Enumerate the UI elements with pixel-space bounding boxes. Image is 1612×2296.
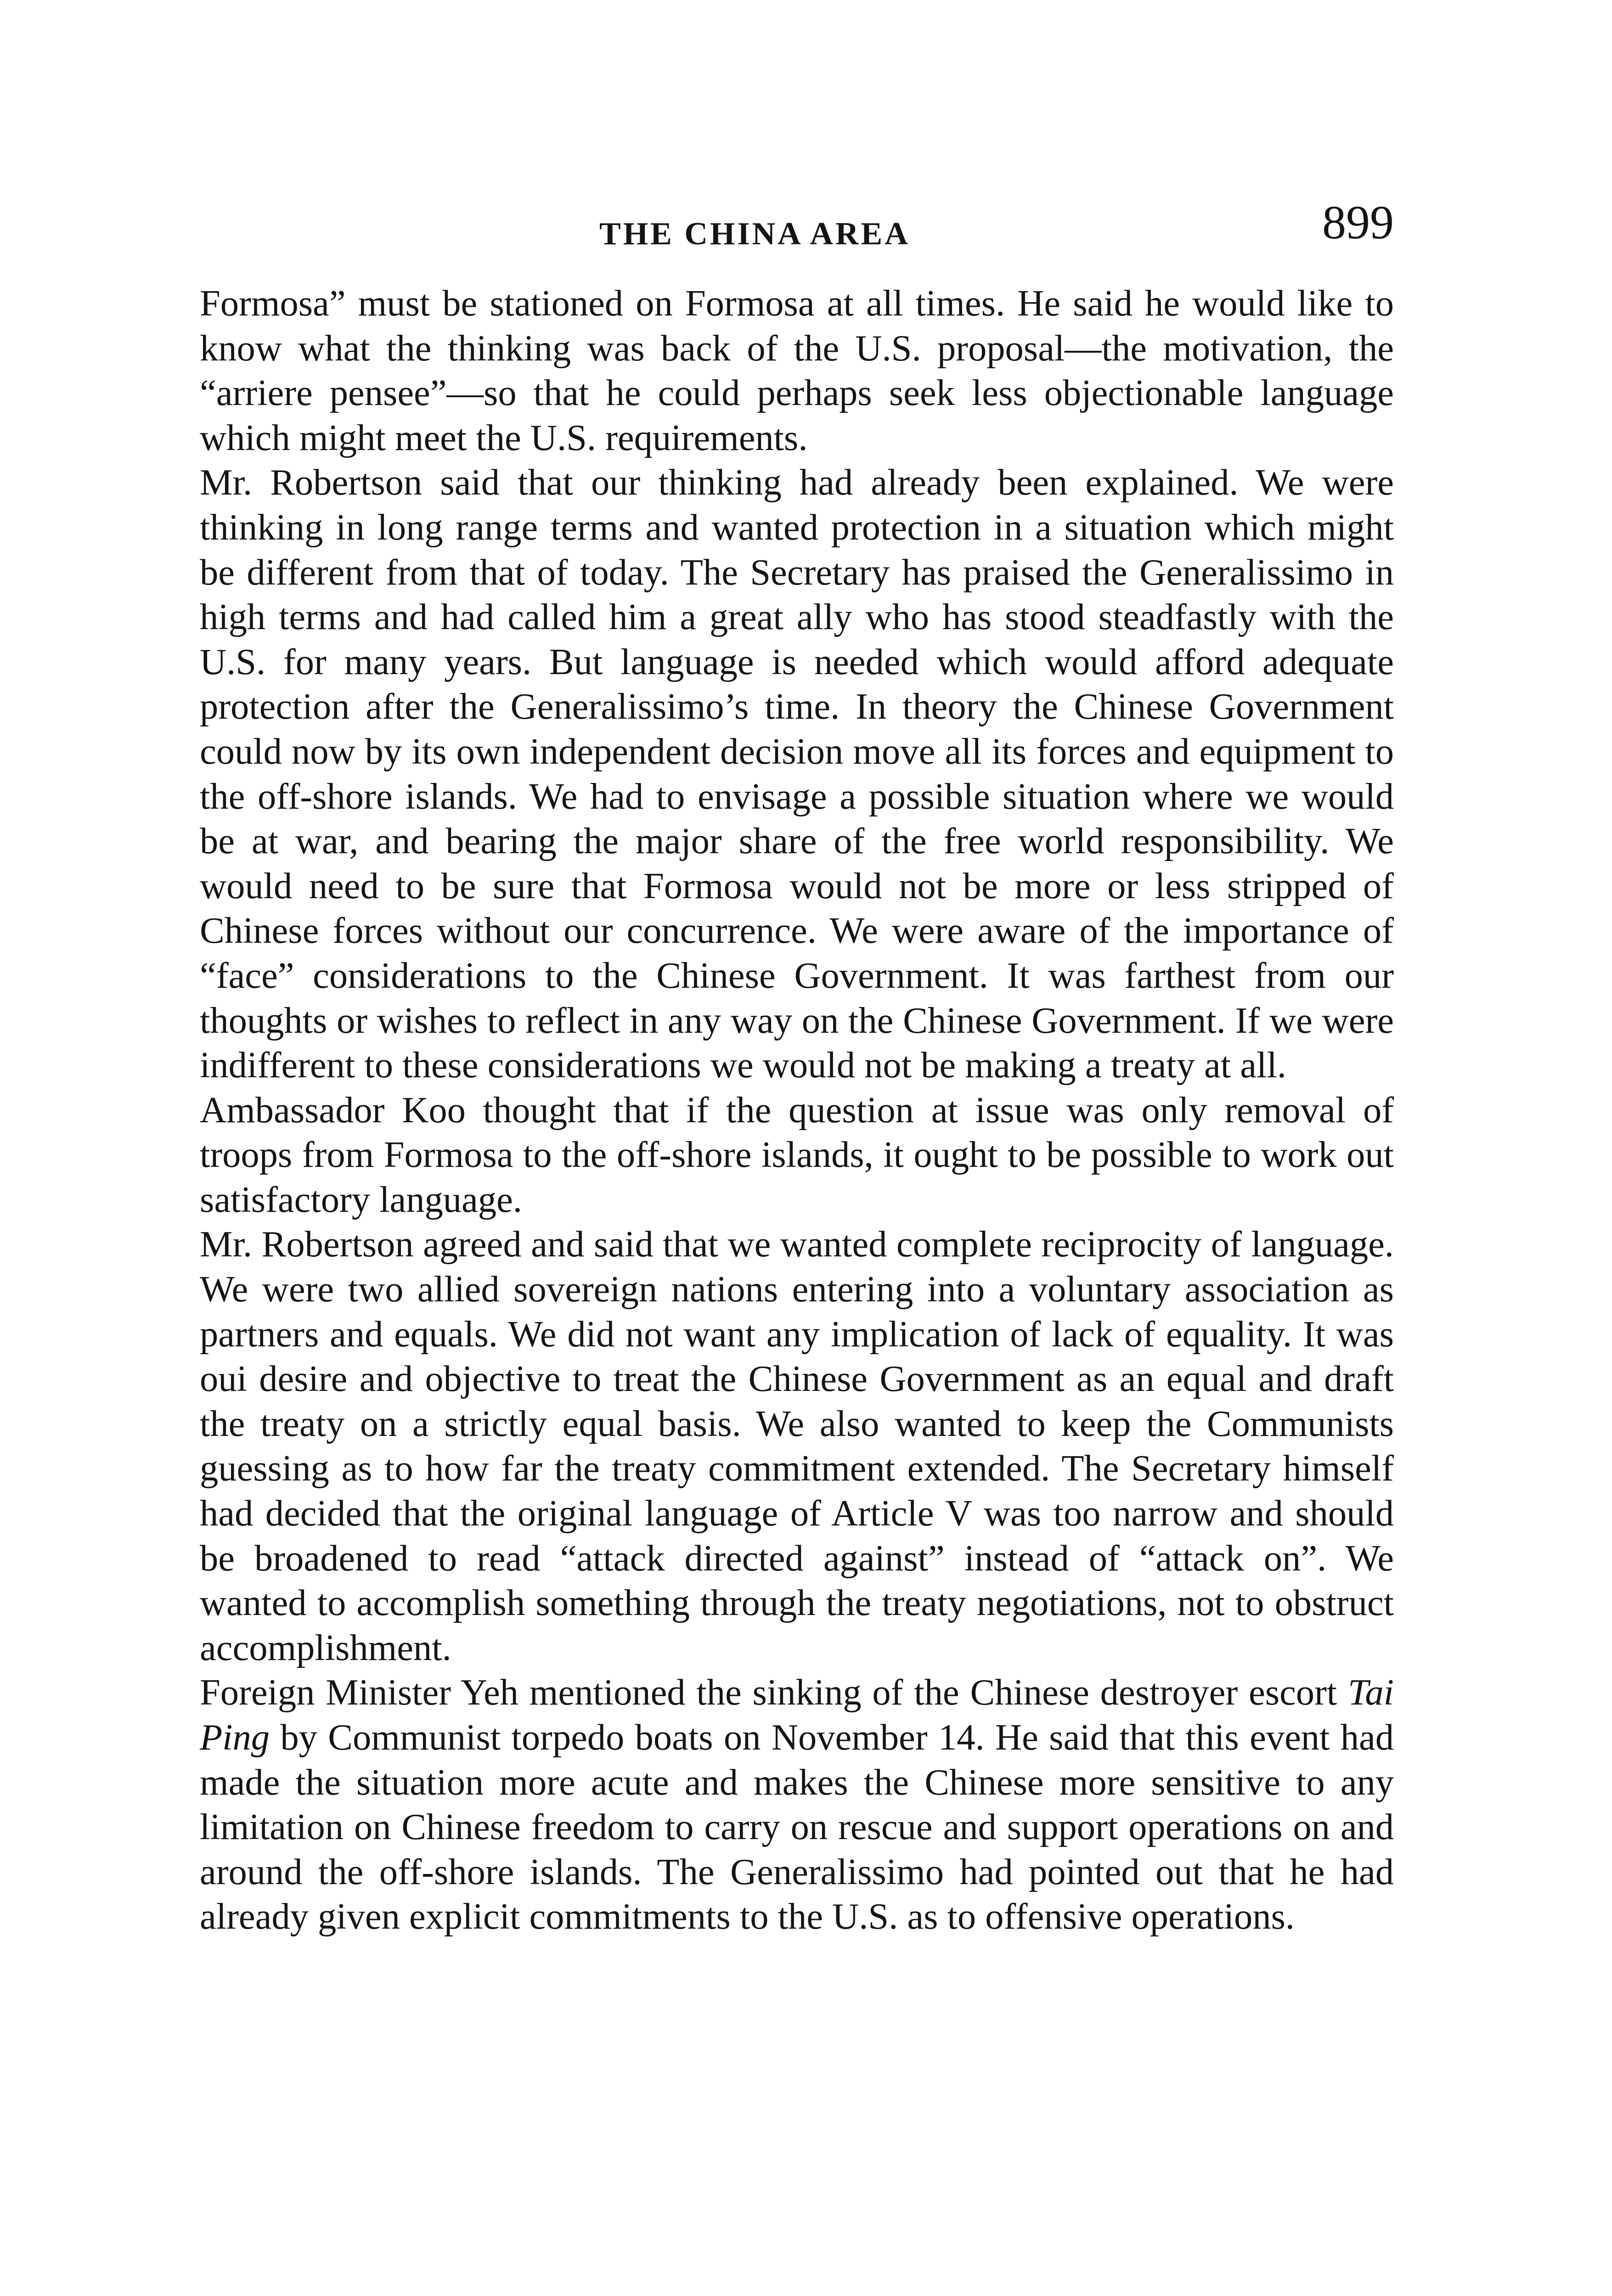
body-text	[200, 281, 1394, 1939]
page-number: 899	[1322, 196, 1394, 249]
paragraph-robertson-explanation: Mr. Robertson said that our thinking had already been explained. We were thinking in long range terms and wanted protection in a situation which might be different from that of today. The Secretary has praised the Generalissimo in high terms and had called him a great ally who has stood steadfastly with the U.S. for many years. But language is needed which would afford adequate protection after the Generalissimo’s time. In theory the Chinese Government could now by its own independent decision move all its forces and equipment to the off-shore islands. We had to envisage a possible situation where we would be at war, and bearing the major share of the free world responsibility. We would need to be sure that Formosa would not be more or less stripped of Chinese forces without our concurrence. We were aware of the importance of “face” considerations to the Chinese Government. It was farthest from our thoughts or wishes to reflect in any way on the Chinese Government. If we were indifferent to these considerations we would not be making a treaty at all.	[200, 462, 1394, 1086]
paragraph-yeh-tai-ping	[200, 1670, 1394, 1939]
document-page	[200, 0, 1394, 2296]
paragraph-text-before: Foreign Minister Yeh mentioned the sinking of the Chinese destroyer escort	[200, 1672, 1348, 1713]
ship-name: Tai Ping	[200, 1672, 1394, 1758]
running-title: THE CHINA AREA	[599, 216, 910, 252]
paragraph-koo-response: Ambassador Koo thought that if the question at issue was only removal of troops from Formosa to the off-shore islands, it ought to be possible to work out satisfactory language.	[200, 1089, 1394, 1220]
paragraph-text-after: by Communist torpedo boats on November 14. He said that this event had made the situation more acute and makes the Chinese more sensitive to any limitation on Chinese freedom to carry on rescue and support operations on and around the off-shore islands. The Generalissimo had pointed out that he had already given explicit commitments to the U.S. as to offensive operations.	[200, 1717, 1394, 1937]
paragraph-robertson-reciprocity: Mr. Robertson agreed and said that we wanted complete reciprocity of language. We were two allied sovereign nations entering into a voluntary association as partners and equals. We did not want any implication of lack of equality. It was oui desire and objective to treat the Chinese Government as an equal and draft the treaty on a strictly equal basis. We also wanted to keep the Communists guessing as to how far the treaty commitment extended. The Secretary himself had decided that the original language of Article V was too narrow and should be broadened to read “attack directed against” instead of “attack on”. We wanted to accomplish something through the treaty negotiations, not to obstruct accomplishment.	[200, 1224, 1394, 1668]
running-head	[200, 197, 1394, 257]
paragraph-continuation: Formosa” must be stationed on Formosa at all times. He said he would like to know what the thinking was back of the U.S. proposal—the motivation, the “arriere pensee”—so that he could perhaps seek less objectionable language which might meet the U.S. requirements.	[200, 283, 1394, 458]
